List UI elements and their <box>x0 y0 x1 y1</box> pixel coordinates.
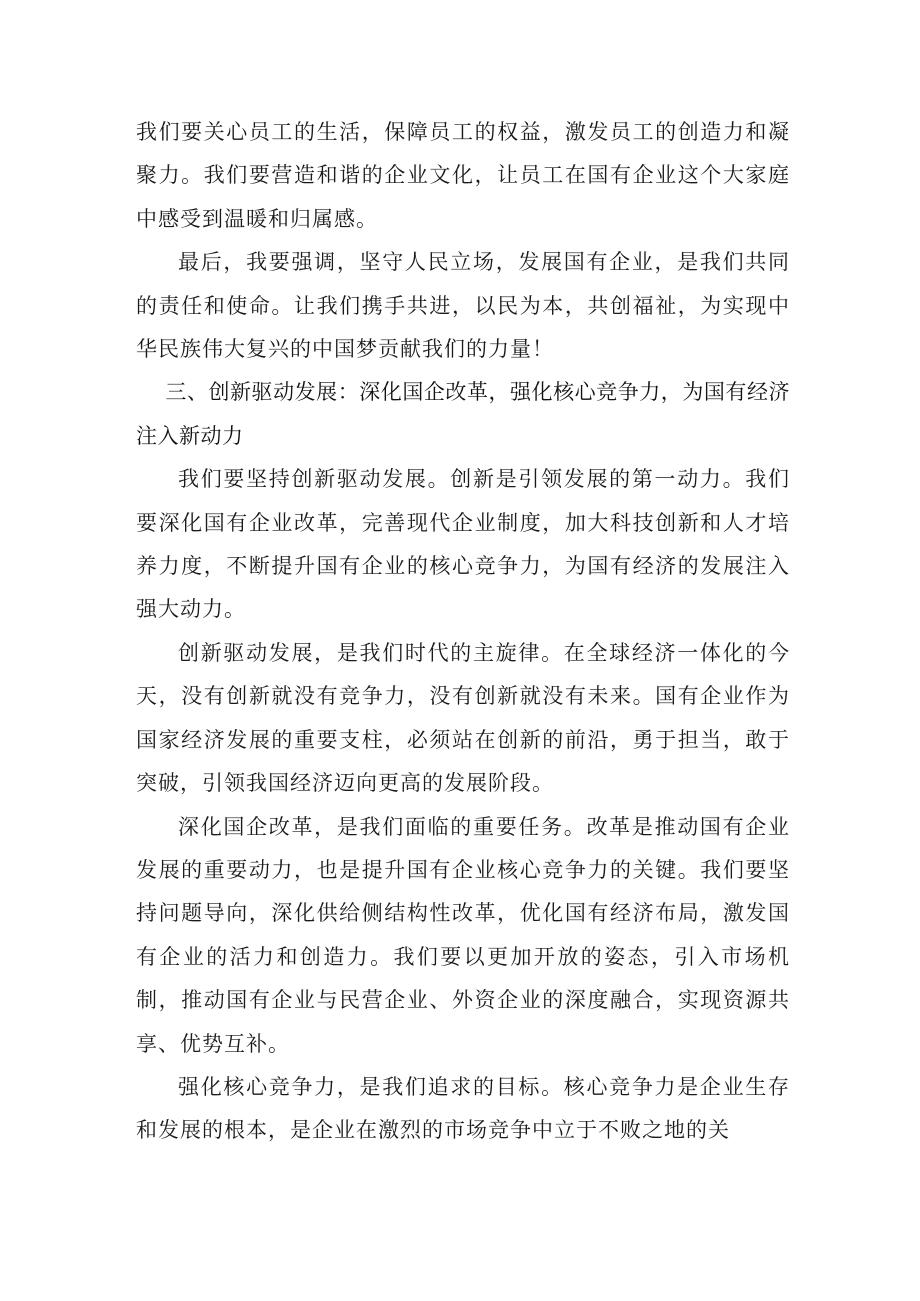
paragraph-competitiveness: 强化核心竞争力，是我们追求的目标。核心竞争力是企业生存和发展的根本，是企业在激烈的市场竞争中立于不败之地的关 <box>136 1074 790 1143</box>
document-body <box>136 111 790 1153</box>
paragraph-innovation-intro: 我们要坚持创新驱动发展。创新是引领发展的第一动力。我们要深化国有企业改革，完善现代企业制度，加大科技创新和人才培养力度，不断提升国有企业的核心竞争力，为国有经济的发展注入强大动力。 <box>136 467 790 622</box>
paragraph-reform: 深化国企改革，是我们面临的重要任务。改革是推动国有企业发展的重要动力，也是提升国有企业核心竞争力的关键。我们要坚持问题导向，深化供给侧结构性改革，优化国有经济布局，激发国有企业的活力和创造力。我们要以更加开放的姿态，引入市场机制，推动国有企业与民营企业、外资企业的深度融合，实现资源共享、优势互补。 <box>136 814 790 1056</box>
paragraph-innovation-theme: 创新驱动发展，是我们时代的主旋律。在全球经济一体化的今天，没有创新就没有竞争力，没有创新就没有未来。国有企业作为国家经济发展的重要支柱，必须站在创新的前沿，勇于担当，敢于突破，引领我国经济迈向更高的发展阶段。 <box>136 640 790 796</box>
paragraph-continuation: 我们要关心员工的生活，保障员工的权益，激发员工的创造力和凝聚力。我们要营造和谐的企业文化，让员工在国有企业这个大家庭中感受到温暖和归属感。 <box>136 120 790 231</box>
paragraph-closing: 最后，我要强调，坚守人民立场，发展国有企业，是我们共同的责任和使命。让我们携手共进，以民为本，共创福祉，为实现中华民族伟大复兴的中国梦贡献我们的力量！ <box>136 250 790 362</box>
section-heading: 三、创新驱动发展：深化国企改革，强化核心竞争力，为国有经济注入新动力 <box>136 380 790 448</box>
